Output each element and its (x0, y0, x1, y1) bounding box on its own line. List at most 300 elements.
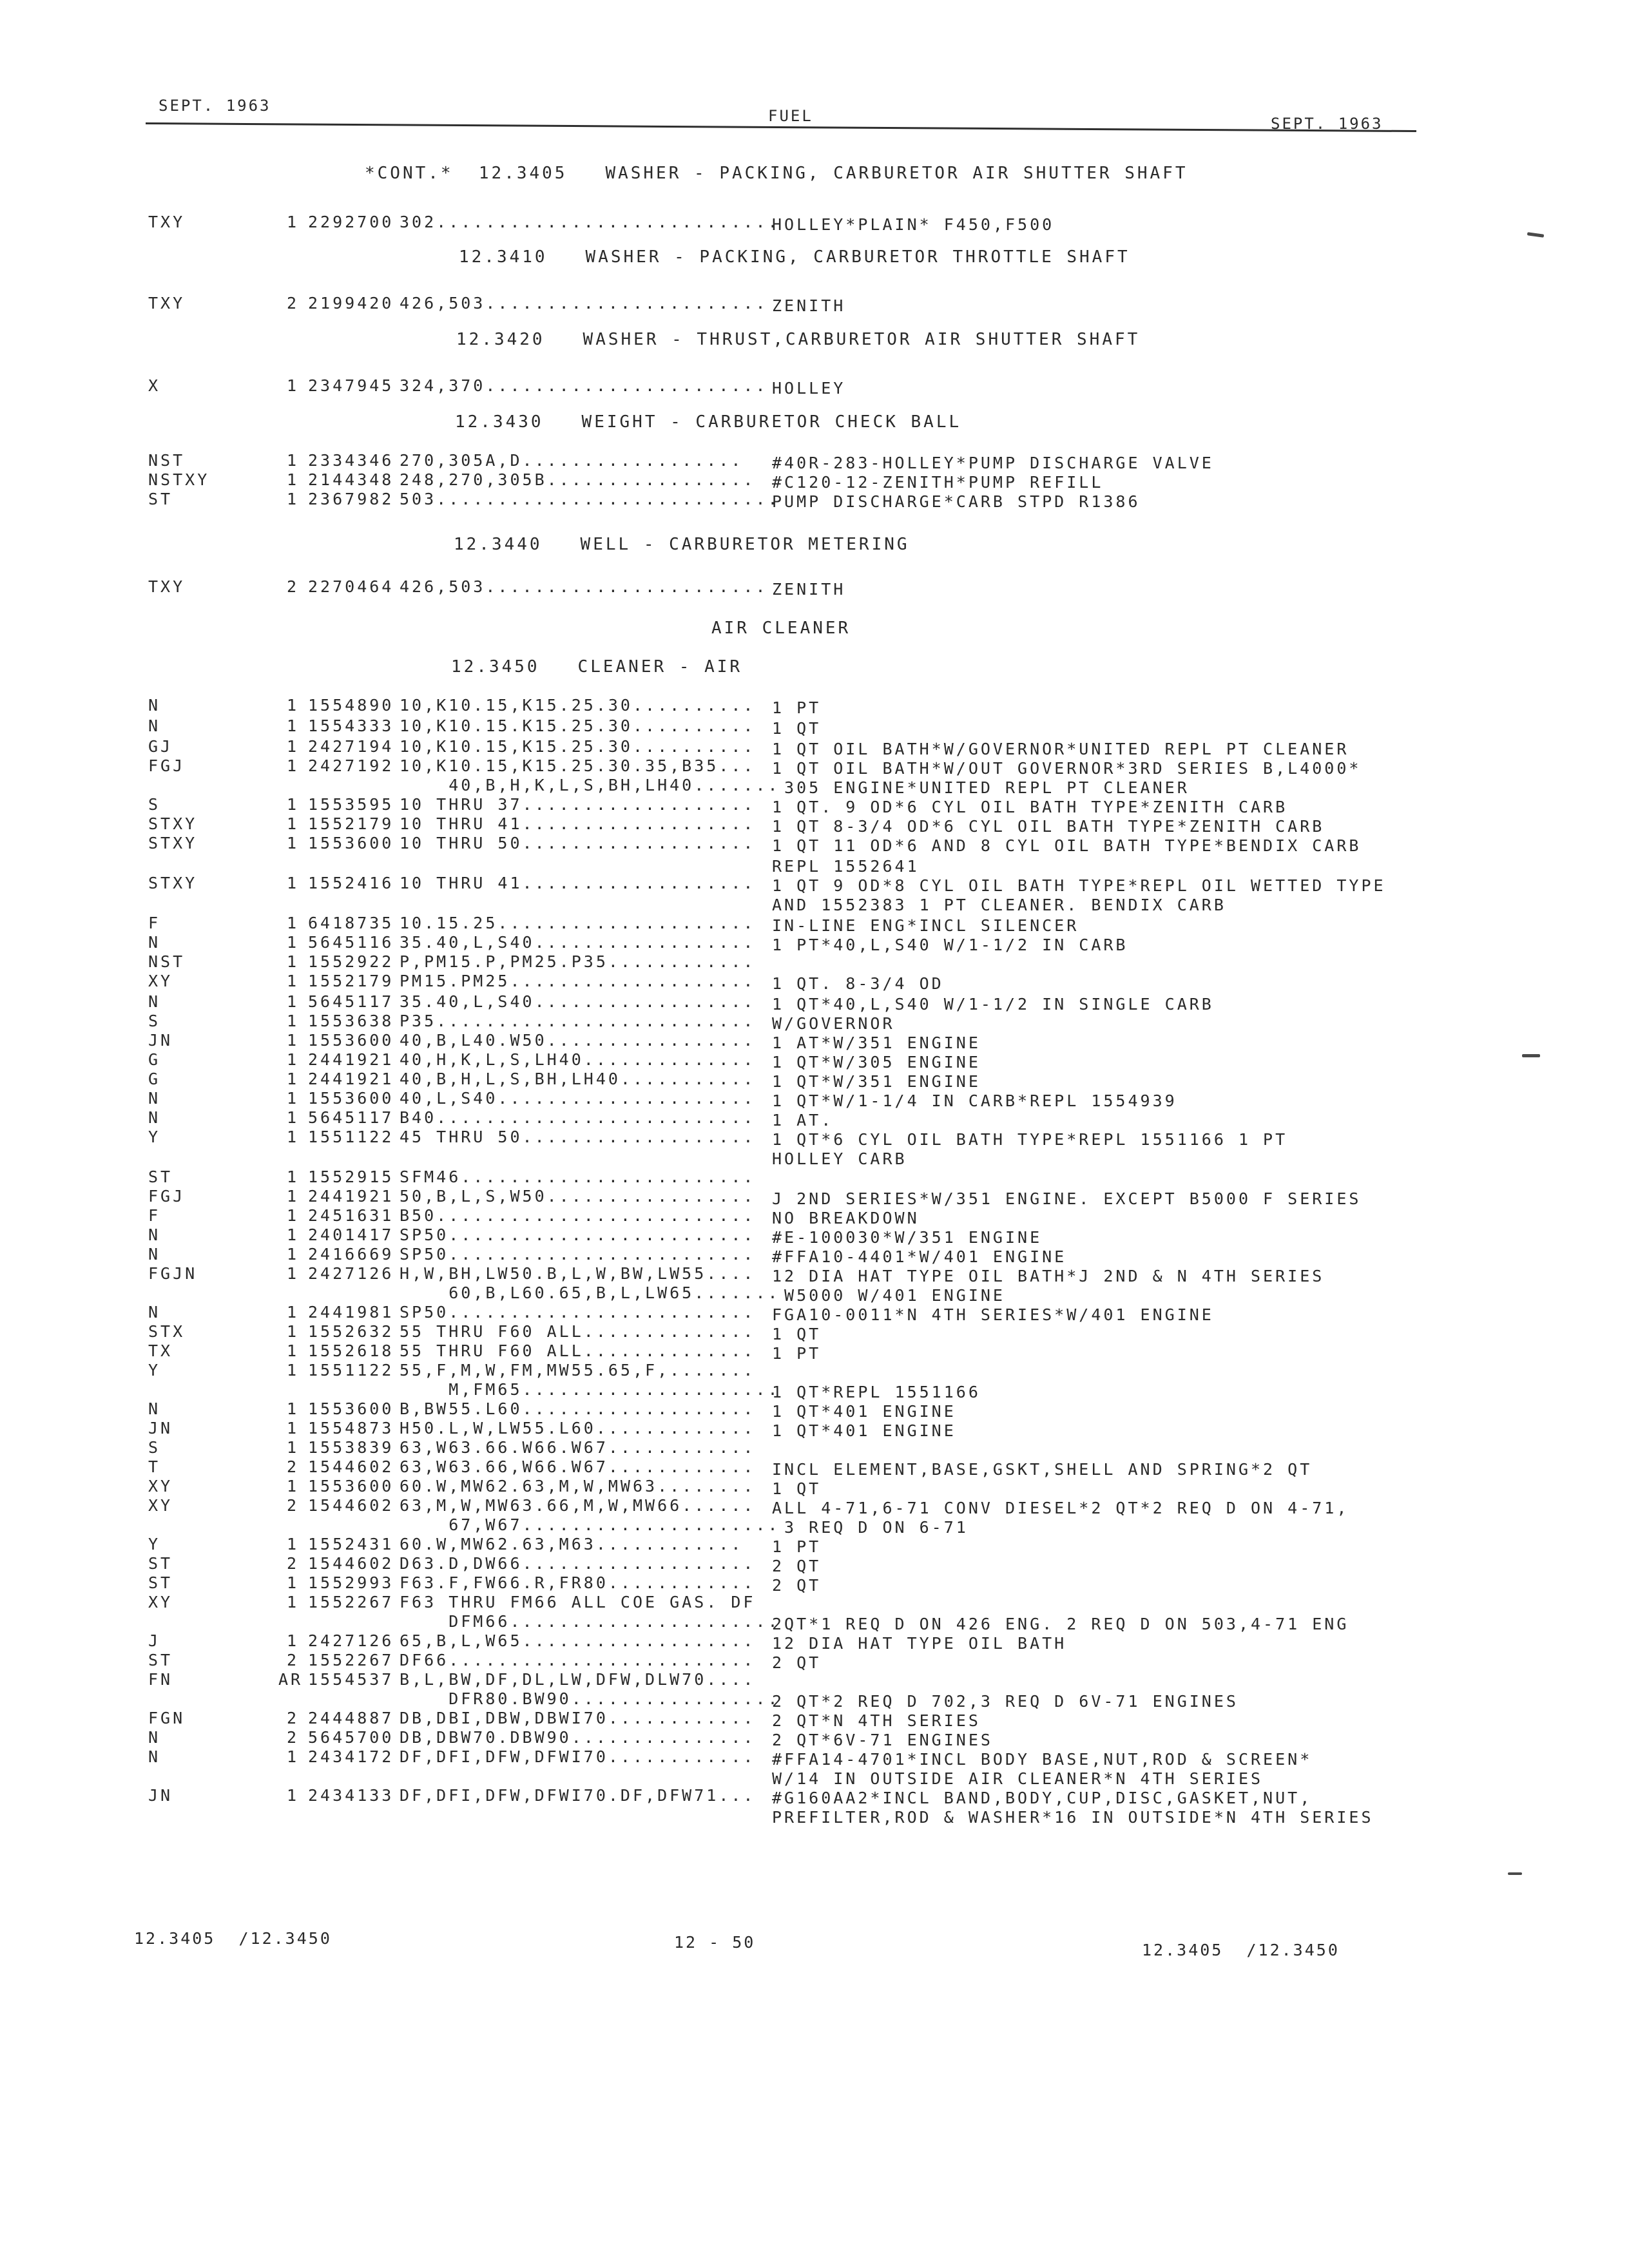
quantity: 1 (286, 1341, 299, 1360)
parts-row (0, 1631, 1629, 1653)
section-number: 12.3420 (456, 330, 545, 349)
applicability-code: Y (148, 1128, 161, 1146)
parts-row (0, 1380, 1629, 1402)
quantity: 1 (286, 1593, 299, 1611)
parts-row (0, 1767, 1629, 1789)
model-list: 10 THRU 37................... (400, 795, 756, 814)
description: 2QT*1 REQ D ON 426 ENG. 2 REQ D ON 503,4-71 ENG (772, 1615, 1349, 1633)
model-list: 50,B,L,S,W50................. (400, 1187, 756, 1206)
applicability-code: ST (148, 1573, 173, 1592)
parts-row (0, 1593, 1629, 1615)
model-list: 10,K10.15.K15.25.30.......... (400, 716, 756, 735)
parts-row (0, 1128, 1629, 1149)
applicability-code: N (148, 1728, 161, 1747)
applicability-code: N (148, 716, 161, 735)
applicability-code: GJ (148, 737, 173, 756)
quantity: 1 (286, 1031, 299, 1050)
quantity: 2 (286, 1709, 299, 1727)
part-number: 2347945 (308, 376, 394, 395)
group-heading-air-cleaner: AIR CLEANER (711, 619, 851, 638)
parts-row (0, 1438, 1629, 1460)
footer-page-number: 12 - 50 (674, 1933, 756, 1952)
applicability-code: N (148, 1399, 161, 1418)
parts-row (0, 1805, 1629, 1827)
description: 1 QT 8-3/4 OD*6 CYL OIL BATH TYPE*ZENITH CARB (772, 817, 1325, 836)
description: 2 QT*6V-71 ENGINES (772, 1731, 993, 1749)
section-number: 12.3430 (455, 412, 544, 432)
description: 305 ENGINE*UNITED REPL PT CLEANER (772, 778, 1190, 797)
part-number: 1544602 (308, 1496, 394, 1515)
applicability-code: JN (148, 1031, 173, 1050)
description: 1 QT (772, 1325, 822, 1343)
applicability-code: NST (148, 952, 186, 971)
parts-row (0, 893, 1629, 915)
parts-row (0, 1670, 1629, 1692)
model-list: 302............................ (400, 213, 780, 231)
parts-row (0, 213, 1629, 235)
model-list: H50.L,W,LW55.L60............. (400, 1419, 756, 1437)
applicability-code: STXY (148, 834, 198, 852)
section-heading-12-3410 (459, 247, 1130, 267)
applicability-code: TXY (148, 294, 186, 312)
description: 2 QT (772, 1576, 822, 1595)
description: FGA10-0011*N 4TH SERIES*W/401 ENGINE (772, 1305, 1214, 1324)
parts-row (0, 972, 1629, 994)
applicability-code: N (148, 1245, 161, 1264)
applicability-code: N (148, 933, 161, 952)
parts-row (0, 376, 1629, 398)
applicability-code: N (148, 1303, 161, 1321)
section-heading-12-3430 (455, 412, 961, 432)
header-right-date: SEPT. 1963 (1271, 115, 1383, 133)
model-list: 35.40,L,S40.................. (400, 933, 756, 952)
section-heading-12-3405 (365, 164, 1188, 183)
quantity: AR (278, 1670, 304, 1689)
parts-row (0, 1206, 1629, 1228)
quantity: 1 (286, 1070, 299, 1088)
description: #FFA10-4401*W/401 ENGINE (772, 1247, 1067, 1266)
parts-row (0, 1554, 1629, 1576)
quantity: 1 (286, 933, 299, 952)
model-list: 40,B,L40.W50................. (400, 1031, 756, 1050)
model-list: 40,H,K,L,S,LH40.............. (400, 1050, 756, 1069)
part-number: 2334346 (308, 451, 394, 470)
description: 2 QT (772, 1557, 822, 1575)
parts-row (0, 874, 1629, 896)
quantity: 1 (286, 1050, 299, 1069)
parts-row (0, 1225, 1629, 1247)
parts-row (0, 1399, 1629, 1421)
applicability-code: X (148, 376, 161, 395)
parts-row (0, 1361, 1629, 1383)
part-number: 2434172 (308, 1747, 394, 1766)
part-number: 1554537 (308, 1670, 394, 1689)
header-title: FUEL (768, 107, 813, 125)
model-list: 10.15.25..................... (400, 914, 756, 932)
model-list: DB,DBI,DBW,DBWI70............ (400, 1709, 756, 1727)
description: AND 1552383 1 PT CLEANER. BENDIX CARB (772, 896, 1226, 914)
applicability-code: Y (148, 1361, 161, 1379)
parts-row (0, 490, 1629, 512)
description: ZENITH (772, 296, 846, 315)
model-list: 503............................ (400, 490, 780, 508)
description: PUMP DISCHARGE*CARB STPD R1386 (772, 492, 1141, 511)
parts-row (0, 451, 1629, 473)
description: 1 QT (772, 1479, 822, 1498)
model-list: B50.......................... (400, 1206, 756, 1225)
description: ALL 4-71,6-71 CONV DIESEL*2 QT*2 REQ D ON 4-71, (772, 1499, 1349, 1517)
part-number: 2270464 (308, 577, 394, 596)
parts-row (0, 1457, 1629, 1479)
part-number: 1554873 (308, 1419, 394, 1437)
applicability-code: XY (148, 1496, 173, 1515)
description: PREFILTER,ROD & WASHER*16 IN OUTSIDE*N 4TH SERIES (772, 1808, 1374, 1827)
description: W5000 W/401 ENGINE (772, 1286, 1005, 1305)
part-number: 1544602 (308, 1554, 394, 1573)
part-number: 2427126 (308, 1631, 394, 1650)
applicability-code: JN (148, 1786, 173, 1805)
parts-row (0, 1341, 1629, 1363)
quantity: 1 (286, 451, 299, 470)
part-number: 5645117 (308, 1108, 394, 1127)
description: HOLLEY (772, 379, 846, 398)
model-list: M,FM65..................... (400, 1380, 780, 1399)
description: W/14 IN OUTSIDE AIR CLEANER*N 4TH SERIES (772, 1769, 1264, 1788)
model-list: 426,503....................... (400, 577, 768, 596)
applicability-code: XY (148, 1593, 173, 1611)
margin-mark (1508, 1872, 1522, 1875)
description: 1 QT*6 CYL OIL BATH TYPE*REPL 1551166 1 PT (772, 1130, 1288, 1149)
model-list: P35.......................... (400, 1012, 756, 1030)
section-title: WASHER - PACKING, CARBURETOR THROTTLE SHAFT (585, 247, 1130, 267)
parts-row (0, 1108, 1629, 1130)
description: W/GOVERNOR (772, 1014, 895, 1033)
applicability-code: N (148, 1089, 161, 1108)
quantity: 1 (286, 1477, 299, 1495)
description: 1 PT (772, 1537, 822, 1556)
applicability-code: J (148, 1631, 161, 1650)
description: #FFA14-4701*INCL BODY BASE,NUT,ROD & SCREEN* (772, 1750, 1313, 1769)
quantity: 2 (286, 1496, 299, 1515)
model-list: 55,F,M,W,FM,MW55.65,F,....... (400, 1361, 756, 1379)
description: 1 QT*W/305 ENGINE (772, 1053, 981, 1072)
model-list: SP50......................... (400, 1303, 756, 1321)
description: 1 QT. 8-3/4 OD (772, 974, 944, 993)
part-number: 1553839 (308, 1438, 394, 1457)
model-list: SP50......................... (400, 1225, 756, 1244)
model-list: P,PM15.P,PM25.P35............ (400, 952, 756, 971)
quantity: 1 (286, 490, 299, 508)
quantity: 1 (286, 1786, 299, 1805)
description: 1 QT (772, 719, 822, 738)
parts-row (0, 952, 1629, 974)
quantity: 1 (286, 1128, 299, 1146)
footer-right-range: 12.3405 /12.3450 (1142, 1941, 1340, 1959)
description: #C120-12-ZENITH*PUMP REFILL (772, 473, 1104, 492)
parts-row (0, 1283, 1629, 1305)
quantity: 1 (286, 756, 299, 775)
description: HOLLEY CARB (772, 1149, 907, 1168)
part-number: 1553595 (308, 795, 394, 814)
model-list: B,L,BW,DF,DL,LW,DFW,DLW70.... (400, 1670, 756, 1689)
quantity: 1 (286, 992, 299, 1011)
model-list: 10,K10.15,K15.25.30.......... (400, 737, 756, 756)
description: 2 QT (772, 1653, 822, 1672)
applicability-code: XY (148, 972, 173, 990)
parts-row (0, 1089, 1629, 1111)
description: INCL ELEMENT,BASE,GSKT,SHELL AND SPRING*2 QT (772, 1460, 1313, 1479)
quantity: 1 (286, 914, 299, 932)
parts-row (0, 1786, 1629, 1808)
header-left-date: SEPT. 1963 (159, 97, 271, 115)
description: 1 AT. (772, 1111, 834, 1129)
parts-row (0, 1535, 1629, 1557)
part-number: 1554890 (308, 696, 394, 715)
part-number: 1552922 (308, 952, 394, 971)
quantity: 1 (286, 1264, 299, 1283)
parts-row (0, 834, 1629, 856)
quantity: 1 (286, 737, 299, 756)
part-number: 2427126 (308, 1264, 394, 1283)
margin-mark (1522, 1054, 1540, 1057)
description: 1 PT (772, 698, 822, 717)
parts-row (0, 814, 1629, 836)
quantity: 1 (286, 1419, 299, 1437)
parts-row (0, 1728, 1629, 1750)
parts-row (0, 1147, 1629, 1169)
applicability-code: FGJ (148, 1187, 186, 1206)
quantity: 2 (286, 577, 299, 596)
parts-row (0, 470, 1629, 492)
parts-row (0, 1245, 1629, 1267)
model-list: 60,B,L60.65,B,L,LW65....... (400, 1283, 780, 1302)
model-list: B40.......................... (400, 1108, 756, 1127)
quantity: 1 (286, 1322, 299, 1341)
section-heading-12-3440 (454, 535, 910, 554)
applicability-code: N (148, 1747, 161, 1766)
model-list: 10,K10.15,K15.25.30.35,B35... (400, 756, 756, 775)
model-list: 67,W67..................... (400, 1515, 780, 1534)
part-number: 2444887 (308, 1709, 394, 1727)
applicability-code: XY (148, 1477, 173, 1495)
model-list: 270,305A,D.................. (400, 451, 744, 470)
applicability-code: TXY (148, 213, 186, 231)
part-number: 2199420 (308, 294, 394, 312)
parts-row (0, 1264, 1629, 1286)
quantity: 1 (286, 1168, 299, 1186)
model-list: 10,K10.15,K15.25.30.......... (400, 696, 756, 715)
parts-row (0, 1012, 1629, 1033)
applicability-code: FGN (148, 1709, 186, 1727)
description: 1 PT*40,L,S40 W/1-1/2 IN CARB (772, 936, 1128, 954)
applicability-code: N (148, 696, 161, 715)
model-list: DF,DFI,DFW,DFWI70............ (400, 1747, 756, 1766)
model-list: PM15.PM25.................... (400, 972, 756, 990)
parts-row (0, 1322, 1629, 1344)
applicability-code: ST (148, 1651, 173, 1669)
description: 1 QT*REPL 1551166 (772, 1383, 981, 1401)
model-list: SFM46........................ (400, 1168, 756, 1186)
model-list: 63,W63.66.W66.W67............ (400, 1438, 756, 1457)
part-number: 2441921 (308, 1050, 394, 1069)
parts-row (0, 854, 1629, 876)
parts-row (0, 1168, 1629, 1189)
part-number: 1553600 (308, 834, 394, 852)
model-list: DF,DFI,DFW,DFWI70.DF,DFW71... (400, 1786, 756, 1805)
section-heading-12-3420 (456, 330, 1140, 349)
parts-row (0, 992, 1629, 1014)
model-list: 55 THRU F60 ALL.............. (400, 1322, 756, 1341)
applicability-code: S (148, 1438, 161, 1457)
part-number: 2427194 (308, 737, 394, 756)
model-list: B,BW55.L60................... (400, 1399, 756, 1418)
parts-row (0, 577, 1629, 599)
part-number: 1552618 (308, 1341, 394, 1360)
quantity: 1 (286, 1747, 299, 1766)
part-number: 1553600 (308, 1399, 394, 1418)
applicability-code: NST (148, 451, 186, 470)
model-list: DFM66...................... (400, 1612, 780, 1631)
description: 1 AT*W/351 ENGINE (772, 1033, 981, 1052)
description: 1 QT OIL BATH*W/GOVERNOR*UNITED REPL PT CLEANER (772, 740, 1349, 758)
section-number: 12.3450 (451, 657, 540, 677)
description: #E-100030*W/351 ENGINE (772, 1228, 1043, 1247)
quantity: 1 (286, 952, 299, 971)
model-list: DFR80.BW90................. (400, 1689, 780, 1708)
description: 1 QT 11 OD*6 AND 8 CYL OIL BATH TYPE*BENDIX CARB (772, 836, 1362, 855)
description: 1 QT. 9 OD*6 CYL OIL BATH TYPE*ZENITH CARB (772, 798, 1288, 816)
part-number: 2441981 (308, 1303, 394, 1321)
parts-row (0, 795, 1629, 817)
quantity: 1 (286, 1108, 299, 1127)
part-number: 5645700 (308, 1728, 394, 1747)
part-number: 1552267 (308, 1593, 394, 1611)
description: IN-LINE ENG*INCL SILENCER (772, 916, 1079, 935)
model-list: 40,B,H,K,L,S,BH,LH40....... (400, 776, 780, 794)
applicability-code: STXY (148, 874, 198, 892)
part-number: 1552632 (308, 1322, 394, 1341)
part-number: 2427192 (308, 756, 394, 775)
quantity: 1 (286, 1012, 299, 1030)
parts-row (0, 1651, 1629, 1673)
model-list: 40,B,H,L,S,BH,LH40........... (400, 1070, 756, 1088)
quantity: 1 (286, 376, 299, 395)
part-number: 5645116 (308, 933, 394, 952)
applicability-code: STX (148, 1322, 186, 1341)
part-number: 1552993 (308, 1573, 394, 1592)
part-number: 1552179 (308, 972, 394, 990)
part-number: 2401417 (308, 1225, 394, 1244)
part-number: 2292700 (308, 213, 394, 231)
model-list: 63,W63.66,W66.W67............ (400, 1457, 756, 1476)
description: 12 DIA HAT TYPE OIL BATH (772, 1634, 1067, 1653)
quantity: 1 (286, 1245, 299, 1264)
quantity: 1 (286, 470, 299, 489)
quantity: 1 (286, 716, 299, 735)
description: #40R-283-HOLLEY*PUMP DISCHARGE VALVE (772, 454, 1214, 472)
model-list: 60.W,MW62.63,M63............ (400, 1535, 744, 1553)
quantity: 1 (286, 1535, 299, 1553)
part-number: 1544602 (308, 1457, 394, 1476)
applicability-code: F (148, 914, 161, 932)
model-list: DB,DBW70.DBW90............... (400, 1728, 756, 1747)
quantity: 1 (286, 1187, 299, 1206)
applicability-code: S (148, 795, 161, 814)
model-list: 35.40,L,S40.................. (400, 992, 756, 1011)
section-heading-12-3450 (451, 657, 742, 677)
quantity: 2 (286, 1651, 299, 1669)
part-number: 6418735 (308, 914, 394, 932)
part-number: 2434133 (308, 1786, 394, 1805)
quantity: 1 (286, 1361, 299, 1379)
part-number: 5645117 (308, 992, 394, 1011)
applicability-code: FN (148, 1670, 173, 1689)
description: 12 DIA HAT TYPE OIL BATH*J 2ND & N 4TH SERIES (772, 1267, 1325, 1285)
section-title: WASHER - PACKING, CARBURETOR AIR SHUTTER SHAFT (605, 164, 1188, 183)
parts-row (0, 1573, 1629, 1595)
parts-row (0, 1515, 1629, 1537)
model-list: 60.W,MW62.63,M,W,MW63........ (400, 1477, 756, 1495)
model-list: F63.F,FW66.R,FR80............ (400, 1573, 756, 1592)
quantity: 1 (286, 1303, 299, 1321)
part-number: 1552267 (308, 1651, 394, 1669)
applicability-code: ST (148, 1168, 173, 1186)
parts-row (0, 1709, 1629, 1731)
part-number: 2441921 (308, 1070, 394, 1088)
description: NO BREAKDOWN (772, 1209, 920, 1227)
description: 1 QT*401 ENGINE (772, 1402, 956, 1421)
quantity: 1 (286, 874, 299, 892)
quantity: 2 (286, 294, 299, 312)
model-list: SP50......................... (400, 1245, 756, 1264)
description: 1 QT OIL BATH*W/OUT GOVERNOR*3RD SERIES B,L4000* (772, 759, 1362, 778)
applicability-code: Y (148, 1535, 161, 1553)
parts-row (0, 1031, 1629, 1053)
applicability-code: F (148, 1206, 161, 1225)
parts-row (0, 756, 1629, 778)
section-title: WASHER - THRUST,CARBURETOR AIR SHUTTER SHAFT (583, 330, 1141, 349)
section-number: 12.3405 (478, 164, 568, 183)
applicability-code: STXY (148, 814, 198, 833)
parts-row (0, 1070, 1629, 1091)
description: #G160AA2*INCL BAND,BODY,CUP,DISC,GASKET,NUT, (772, 1789, 1313, 1807)
part-number: 1553600 (308, 1031, 394, 1050)
description: 2 QT*N 4TH SERIES (772, 1711, 981, 1730)
parts-row (0, 776, 1629, 798)
quantity: 2 (286, 1728, 299, 1747)
parts-row (0, 914, 1629, 936)
quantity: 1 (286, 814, 299, 833)
part-number: 2144348 (308, 470, 394, 489)
description: 1 QT*401 ENGINE (772, 1421, 956, 1440)
applicability-code: TX (148, 1341, 173, 1360)
part-number: 1553638 (308, 1012, 394, 1030)
applicability-code: FGJN (148, 1264, 198, 1283)
parts-row (0, 1050, 1629, 1072)
applicability-code: ST (148, 1554, 173, 1573)
quantity: 1 (286, 1225, 299, 1244)
parts-row (0, 933, 1629, 955)
parts-row (0, 1477, 1629, 1499)
model-list: 65,B,L,W65................... (400, 1631, 756, 1650)
description: 2 QT*2 REQ D 702,3 REQ D 6V-71 ENGINES (772, 1692, 1239, 1711)
part-number: 1553600 (308, 1089, 394, 1108)
part-number: 1552915 (308, 1168, 394, 1186)
description: 1 QT*W/351 ENGINE (772, 1072, 981, 1091)
parts-row (0, 1496, 1629, 1518)
applicability-code: N (148, 1108, 161, 1127)
section-cont-label: *CONT.* (365, 164, 454, 183)
